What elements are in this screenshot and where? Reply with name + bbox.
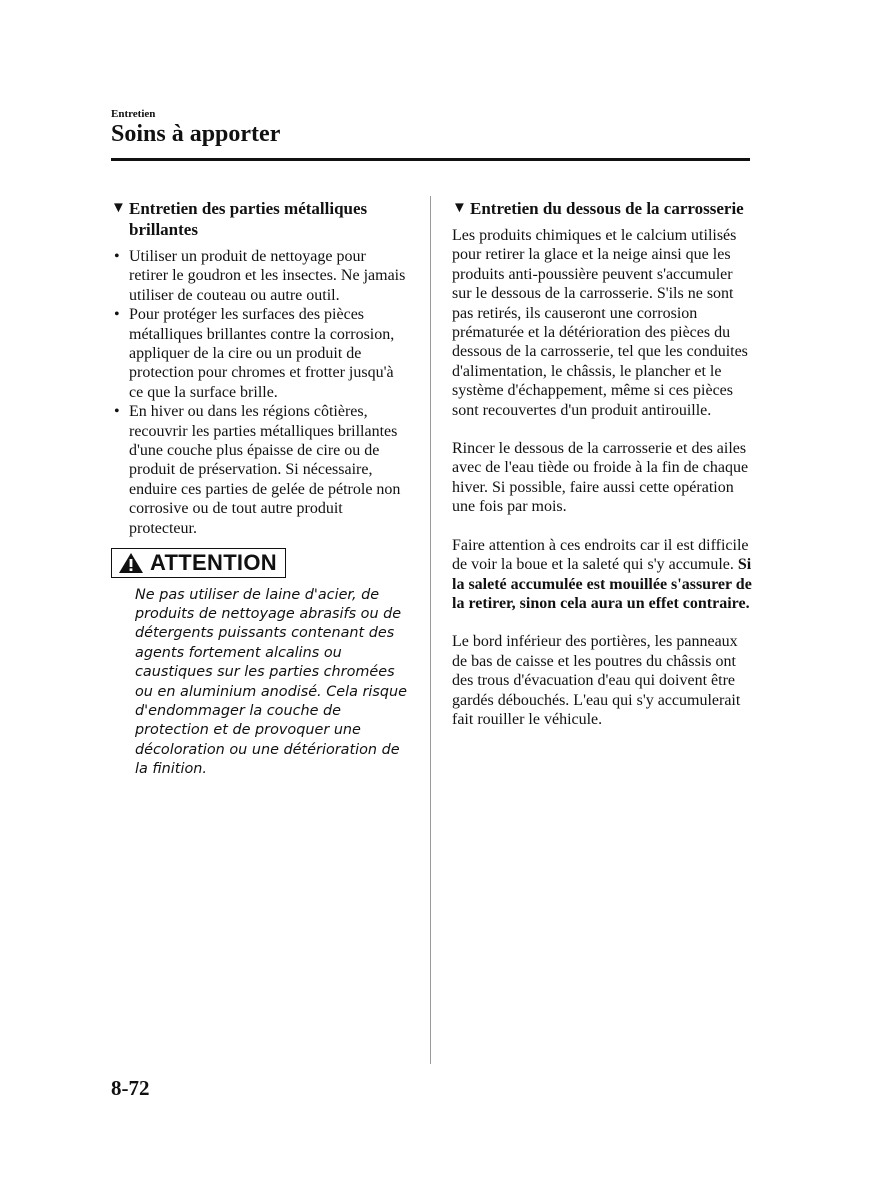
left-column — [111, 198, 408, 780]
page-title: Soins à apporter — [111, 121, 281, 147]
list-item — [111, 402, 408, 538]
subsection-heading-underbody — [452, 198, 752, 219]
subsection-heading-text: Entretien du dessous de la carrosserie — [470, 199, 744, 218]
subsection-heading-metal-parts — [111, 198, 408, 240]
right-column — [452, 198, 752, 748]
list-item-text: En hiver ou dans les régions côtières, recouvrir les parties métalliques brillantes d'une couche plus épaisse de cire ou de produit de préservation. Si nécessaire, enduire ces parties de gelée de pétrole non corrosive ou de tout autre produit protecteur. — [129, 403, 401, 537]
title-rule — [111, 158, 750, 161]
list-item — [111, 247, 408, 305]
warning-triangle-icon — [118, 552, 144, 574]
subsection-heading-text: Entretien des parties métalliques brillantes — [129, 199, 368, 239]
paragraph-rinse: Rincer le dessous de la carrosserie et des ailes avec de l'eau tiède ou froide à la fin de chaque hiver. Si possible, faire aussi cette opération une fois par mois. — [452, 440, 749, 516]
bullet-list — [111, 247, 408, 538]
paragraph-drain-holes: Le bord inférieur des portières, les panneaux de bas de caisse et les poutres du châssis ont des trous d'évacuation d'eau qui doivent être gardés débouchés. L'eau qui s'y accumulerait fait rouiller le véhicule. — [452, 633, 741, 728]
bullet-icon: • — [114, 306, 120, 324]
bold-warning-text: Si la saleté accumulée est mouillée s'assurer de la retirer, sinon cela aura un effet contraire. — [452, 556, 752, 612]
attention-header — [111, 548, 286, 578]
list-item — [111, 305, 408, 402]
paragraph-chemicals: Les produits chimiques et le calcium utilisés pour retirer la glace et la neige ainsi que les produits anti-poussière peuvent s'accumuler sur le dessous de la carrosserie. S'ils ne sont pas retirés, ils causeront une corrosion prématurée et la détérioration des pièces du dessous de la carrosserie, tel que les conduites d'alimentation, le châssis, le plancher et le système d'échappement, même si ces pièces sont recouvertes d'un produit antirouille. — [452, 227, 748, 419]
heading-marker-icon: ▼ — [111, 200, 126, 216]
list-item-text: Utiliser un produit de nettoyage pour retirer le goudron et les insectes. Ne jamais utiliser de couteau ou autre outil. — [129, 248, 406, 304]
paragraph-mud-warning — [452, 536, 752, 614]
page-number: 8-72 — [111, 1076, 150, 1100]
section-label: Entretien — [111, 108, 156, 120]
heading-marker-icon: ▼ — [452, 200, 467, 216]
attention-text: Ne pas utiliser de laine d'acier, de produits de nettoyage abrasifs ou de détergents puissants contenant des agents fortement alcalins ou caustiques sur les parties chromées ou en aluminium anodisé. Cela risque d'endommager la couche de protection et de provoquer une décoloration ou une détérioration de la finition. — [135, 586, 408, 778]
bullet-icon: • — [114, 248, 120, 265]
paragraph-text: Faire attention à ces endroits car il est difficile de voir la boue et la saleté qui s'y accumule. — [452, 536, 749, 574]
attention-title: ATTENTION — [150, 550, 277, 576]
column-divider — [430, 196, 431, 1064]
list-item-text: Pour protéger les surfaces des pièces métalliques brillantes contre la corrosion, appliquer de la cire ou un produit de protection pour chromes et frotter jusqu'à ce que la surface brille. — [129, 306, 395, 401]
bullet-icon: • — [114, 403, 120, 421]
